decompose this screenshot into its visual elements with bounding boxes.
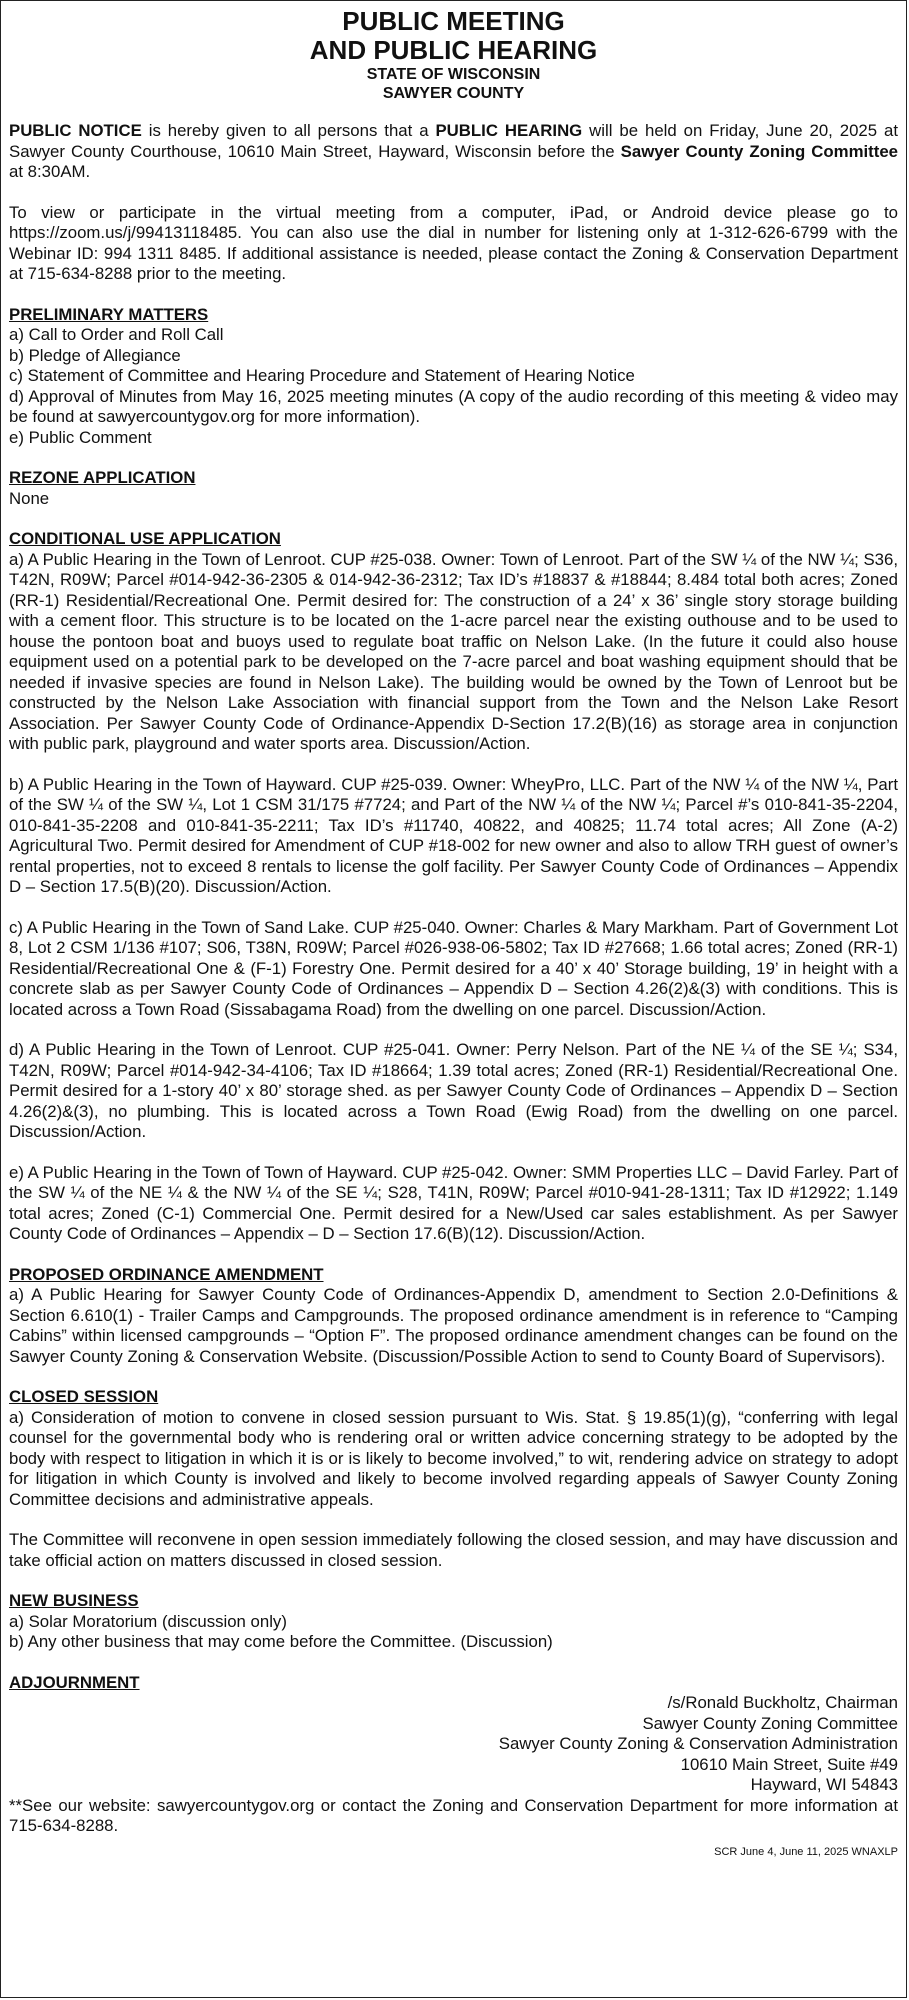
ordinance-heading: PROPOSED ORDINANCE AMENDMENT [9,1264,324,1284]
closed-session-heading: CLOSED SESSION [9,1387,159,1406]
committee-name: Sawyer County Zoning Committee [620,141,898,161]
list-item: b) Pledge of Allegiance [9,345,181,365]
cup-item-c: c) A Public Hearing in the Town of Sand Lake. CUP #25-040. Owner: Charles & Mary Markham. Part of Government Lot 8, Lot 2 CSM 1/136 #107; S06, T38N, R09W; Parcel #026-938-06-5802; Tax ID #27668; 1.66 total acres; Zoned (RR-1) Residential/Recreational One & (F-1) Forestry One. Permit desired for a 40’ x 40’ Storage building, 19’ in height with a concrete slab as per Sawyer County Code of Ordinances – Appendix D – Section 4.26(2)&(3) with conditions. This is located across a Town Road (Sissabagama Road) from the dwelling on one parcel. Discussion/Action. [9,917,898,1019]
preliminary-matters-heading: PRELIMINARY MATTERS [9,304,209,324]
signature-line: Hayward, WI 54843 [750,1775,898,1794]
intro-text-2: will be held on Friday, June 20, 2025 at Sawyer County Courthouse, 10610 Main Street, Hayward, Wisconsin before the [9,121,898,161]
list-item: a) Solar Moratorium (discussion only) [9,1611,287,1631]
closed-session-section [9,1387,898,1571]
closed-session-reconvene: The Committee will reconvene in open session immediately following the closed session, and may have discussion and take official action on matters discussed in closed session. [9,1530,898,1570]
adjournment-heading: ADJOURNMENT [9,1672,140,1692]
list-item: b) Any other business that may come before the Committee. (Discussion) [9,1632,553,1651]
publication-reference: SCR June 4, June 11, 2025 WNAXLP [714,1845,898,1858]
rezone-heading: REZONE APPLICATION [9,468,196,487]
rezone-text: None [9,488,50,508]
ordinance-section [9,1265,898,1368]
public-hearing-label: PUBLIC HEARING [435,121,583,140]
new-business-heading: NEW BUSINESS [9,1591,139,1610]
notice-county: SAWYER COUNTY [382,85,525,102]
signature-line: /s/Ronald Buckholtz, Chairman [667,1693,898,1712]
cup-item-d: d) A Public Hearing in the Town of Lenroot. CUP #25-041. Owner: Perry Nelson. Part of the NE ¼ of the SE ¼; S34, T42N, R09W; Parcel #014-942-34-4106; Tax ID #18664; 1.39 total acres; Zoned (RR-1) Residential/Recreational One. Permit desired for a 1-story 40’ x 80’ storage shed. as per Sawyer County Code of Ordinances – Appendix D – Section 4.26(2)&(3), no plumbing. This is located across a Town Road (Ewig Road) from the dwelling on one parcel. Discussion/Action. [9,1040,898,1141]
intro-paragraph [9,121,898,183]
signature-line: Sawyer County Zoning Committee [642,1713,898,1733]
notice-title-line1: PUBLIC MEETING [342,6,565,36]
cup-item-b: b) A Public Hearing in the Town of Hayward. CUP #25-039. Owner: WheyPro, LLC. Part of the NW ¼ of the NW ¼, Part of the SW ¼ of the SW ¼, Lot 1 CSM 31/175 #7724; and Part of the NW ¼ of the NW ¼; Parcel #’s 010-841-35-2204, 010-841-35-2208 and 010-841-35-2211; Tax ID’s #11740, 40822, and 40825; 11.74 total acres; All Zone (A-2) Agricultural Two. Permit desired for Amendment of CUP #18-002 for new owner and also to allow TRH guest of owner’s rental properties, not to exceed 8 rentals to license the golf facility. Per Sawyer County Code of Ordinances – Appendix D – Section 17.5(B)(20). Discussion/Action. [9,774,898,896]
intro-text-1: is hereby given to all persons that a [141,121,436,140]
public-notice-label: PUBLIC NOTICE [9,121,142,140]
closed-session-motion: a) Consideration of motion to convene in closed session pursuant to Wis. Stat. § 19.85(1)(g), “conferring with legal counsel for the governmental body who is rendering oral or written advice concerning strategy to be adopted by the body with respect to litigation in which it is or is likely to become involved,” to wit, rendering advice on strategy to adopt for litigation in which County is involved and likely to become involved regarding appeals of Sawyer County Zoning Committee decisions and administrative appeals. [9,1407,898,1509]
signature-line: Sawyer County Zoning & Conservation Administration [498,1734,898,1753]
signature-block [9,1693,898,1796]
list-item: d) Approval of Minutes from May 16, 2025 meeting minutes (A copy of the audio recording of this meeting & video may be found at sawyercountygov.org for more information). [9,386,898,426]
list-item: a) Call to Order and Roll Call [9,325,224,344]
cup-item-a: a) A Public Hearing in the Town of Lenroot. CUP #25-038. Owner: Town of Lenroot. Part of the SW ¼ of the NW ¼; S36, T42N, R09W; Parcel #014-942-36-2305 & 014-942-36-2312; Tax ID’s #18837 & #18844; 8.484 total both acres; Zoned (RR-1) Residential/Recreational One. Permit desired for: The construction of a 24’ x 36’ single story storage building with a cement floor. This structure is to be located on the 1-acre parcel near the existing outhouse and to be used to house the pontoon boat and buoys used to regulate boat traffic on Nelson Lake. (In the future it could also house equipment used on a potential park to be developed on the 7-acre parcel and boat washing equipment should that be needed if invasive species are found in Nelson Lake). The building would be owned by the Town of Lenroot but be constructed by the Nelson Lake Association with financial support from the Town and the Nelson Lake Resort Association. Per Sawyer County Code of Ordinance-Appendix D-Section 17.2(B)(16) as storage area in conjunction with public park, playground and water sports area. Discussion/Action. [9,549,898,753]
list-item: c) Statement of Committee and Hearing Procedure and Statement of Hearing Notice [9,366,635,385]
list-item: e) Public Comment [9,427,152,447]
conditional-use-heading: CONDITIONAL USE APPLICATION [9,529,281,548]
rezone-section [9,468,898,509]
cup-item-e: e) A Public Hearing in the Town of Town of Hayward. CUP #25-042. Owner: SMM Properties LLC – David Farley. Part of the SW ¼ of the NE ¼ & the NW ¼ of the SE ¼; S28, T41N, R09W; Parcel #010-941-28-1311; Tax ID #12922; 1.149 total acres; Zoned (C-1) Commercial One. Permit desired for a New/Used car sales establishment. As per Sawyer County Code of Ordinances – Appendix – D – Section 17.6(B)(12). Discussion/Action. [9,1162,898,1243]
notice-title-line2: AND PUBLIC HEARING [309,35,598,65]
intro-text-3: at 8:30AM. [9,162,91,181]
conditional-use-section [9,529,898,1245]
website-note: **See our website: sawyercountygov.org or contact the Zoning and Conservation Department for more information at 715-634-8288. [9,1795,898,1835]
signature-line: 10610 Main Street, Suite #49 [680,1754,898,1774]
virtual-meeting-paragraph: To view or participate in the virtual meeting from a computer, iPad, or Android device please go to https://zoom.us/j/99413118485. You can also use the dial in number for listening only at 1-312-626-6799 with the Webinar ID: 994 1311 8485. If additional assistance is needed, please contact the Zoning & Conservation Department at 715-634-8288 prior to the meeting. [9,202,898,283]
ordinance-text: a) A Public Hearing for Sawyer County Code of Ordinances-Appendix D, amendment to Section 2.0-Definitions & Section 6.610(1) - Trailer Camps and Campgrounds. The proposed ordinance amendment is in reference to “Camping Cabins” within licensed campgrounds – “Option F”. The proposed ordinance amendment changes can be found on the Sawyer County Zoning & Conservation Website. (Discussion/Possible Action to send to County Board of Supervisors). [9,1285,898,1366]
notice-state: STATE OF WISCONSIN [366,66,541,83]
preliminary-matters-section [9,305,898,449]
new-business-section [9,1591,898,1653]
